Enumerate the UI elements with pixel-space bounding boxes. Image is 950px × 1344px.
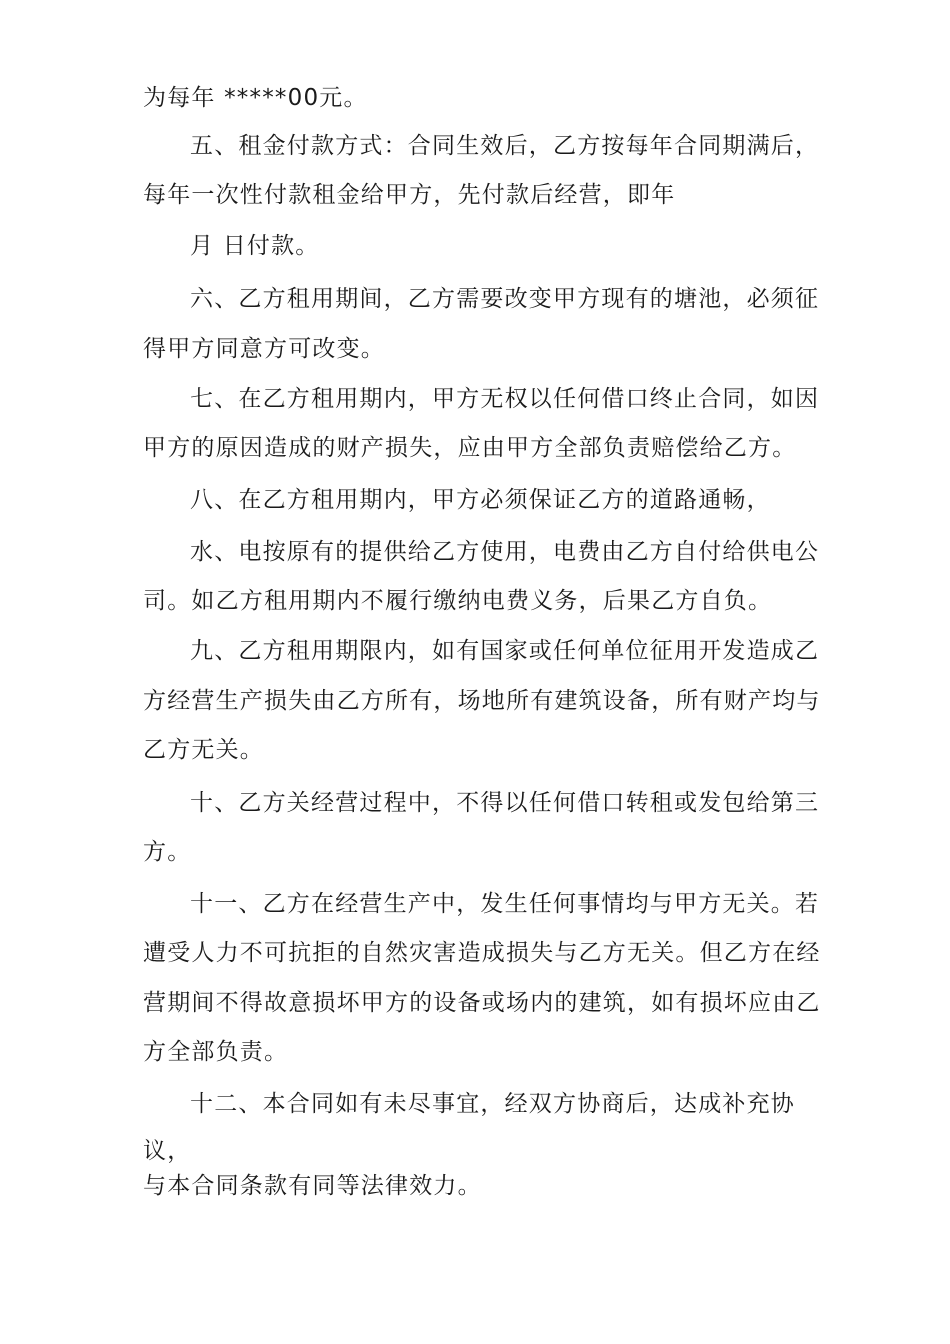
text-line: 九、乙方租用期限内，如有国家或任何单位征用开发造成乙 [190,638,820,664]
text-line: 司。如乙方租用期内不履行缴纳电费义务，后果乙方自负。 [143,588,773,614]
text-line: 方全部负责。 [143,1039,289,1065]
text-line: 月 日付款。 [190,233,320,259]
text-line: 议， [143,1138,192,1164]
text-line: 十一、乙方在经营生产中，发生任何事情均与甲方无关。若 [190,891,820,917]
text-line: 十、乙方关经营过程中，不得以任何借口转租或发包给第三 [190,790,820,816]
text-line: 为每年 *****00元。 [143,85,368,111]
text-line: 五、租金付款方式：合同生效后，乙方按每年合同期满后， [190,133,820,159]
text-line: 水、电按原有的提供给乙方使用，电费由乙方自付给供电公 [190,539,820,565]
text-line: 七、在乙方租用期内，甲方无权以任何借口终止合同，如因 [190,386,820,412]
text-line: 八、在乙方租用期内，甲方必须保证乙方的道路通畅， [190,487,771,513]
text-line: 与本合同条款有同等法律效力。 [143,1173,482,1199]
text-line: 十二、本合同如有未尽事宜，经双方协商后，达成补充协 [190,1091,795,1117]
text-line: 乙方无关。 [143,737,264,763]
text-line: 每年一次性付款租金给甲方，先付款后经营，即年 [143,182,676,208]
text-line: 方经营生产损失由乙方所有，场地所有建筑设备，所有财产均与 [143,688,821,714]
text-line: 遭受人力不可抗拒的自然灾害造成损失与乙方无关。但乙方在经 [143,940,821,966]
text-line: 六、乙方租用期间，乙方需要改变甲方现有的塘池，必须征 [190,286,820,312]
text-line: 营期间不得故意损坏甲方的设备或场内的建筑，如有损坏应由乙 [143,990,821,1016]
text-line: 得甲方同意方可改变。 [143,336,385,362]
text-line: 方。 [143,839,192,865]
text-line: 甲方的原因造成的财产损失，应由甲方全部负责赔偿给乙方。 [143,435,797,461]
